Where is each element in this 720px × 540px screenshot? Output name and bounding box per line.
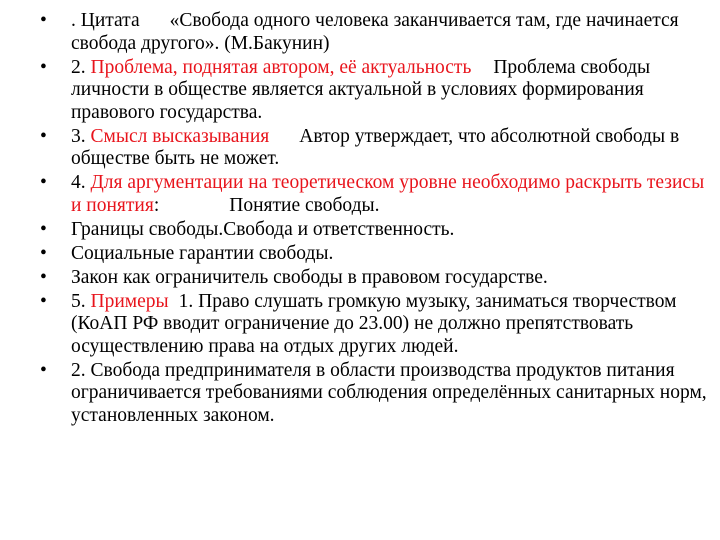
example-2-text: 2. Свобода предпринимателя в области производства продуктов питания ограничивается требованиями соблюдения определённых санитарных норм, установленных законом. (71, 359, 707, 426)
problem-text: Проблема свободы личности в обществе является актуальной в условиях формирования правового государства. (71, 56, 651, 123)
bullet-icon: • (40, 242, 47, 264)
law-text: Закон как ограничитель свободы в правовом государстве. (71, 266, 548, 288)
bullet-icon: • (40, 290, 47, 312)
arguments-colon: : (153, 194, 160, 216)
list-item-guarantees (40, 243, 708, 266)
meaning-heading: Смысл высказывания (90, 125, 270, 147)
list-item-quote (40, 10, 708, 55)
list-item-problem (40, 57, 708, 125)
item-number: 4. (71, 172, 91, 193)
examples-heading: Примеры (90, 290, 169, 312)
meaning-text: Автор утверждает, что абсолютной свободы в обществе быть не может. (71, 125, 680, 169)
guarantees-text: Социальные гарантии свободы. (71, 242, 334, 264)
list-item-limits (40, 219, 708, 242)
bullet-icon: • (40, 172, 47, 193)
bullet-icon: • (40, 125, 47, 147)
bullet-icon: • (40, 56, 47, 78)
list-item-law (40, 267, 708, 290)
list-item-arguments (40, 172, 708, 217)
quote-text: «Свобода одного человека заканчивается там, где начинается свобода другого». (М.Бакунин) (71, 10, 679, 54)
list-item-examples (40, 291, 708, 359)
arguments-heading: Для аргументации на теоретическом уровне необходимо раскрыть тезисы и понятия (71, 172, 705, 216)
item-number: 3. (71, 125, 91, 147)
bullet-icon: • (40, 218, 47, 240)
problem-heading: Проблема, поднятая автором, её актуальность (90, 56, 472, 78)
bullet-list (40, 10, 708, 429)
list-item-meaning (40, 126, 708, 171)
item-number: 5. (71, 290, 91, 312)
limits-text: Границы свободы.Свобода и ответственность. (71, 218, 455, 240)
quote-prefix: . Цитата (71, 10, 140, 31)
bullet-icon: • (40, 359, 47, 381)
bullet-icon: • (40, 10, 47, 31)
bullet-icon: • (40, 266, 47, 288)
arguments-text: Понятие свободы. (229, 194, 380, 216)
list-item-example-2 (40, 360, 708, 428)
item-number: 2. (71, 56, 91, 78)
example-1-text: 1. Право слушать громкую музыку, заниматься творчеством (КоАП РФ вводит ограничение до 23.00) не должно препятствовать осуществлению права на отдых других людей. (71, 290, 677, 357)
